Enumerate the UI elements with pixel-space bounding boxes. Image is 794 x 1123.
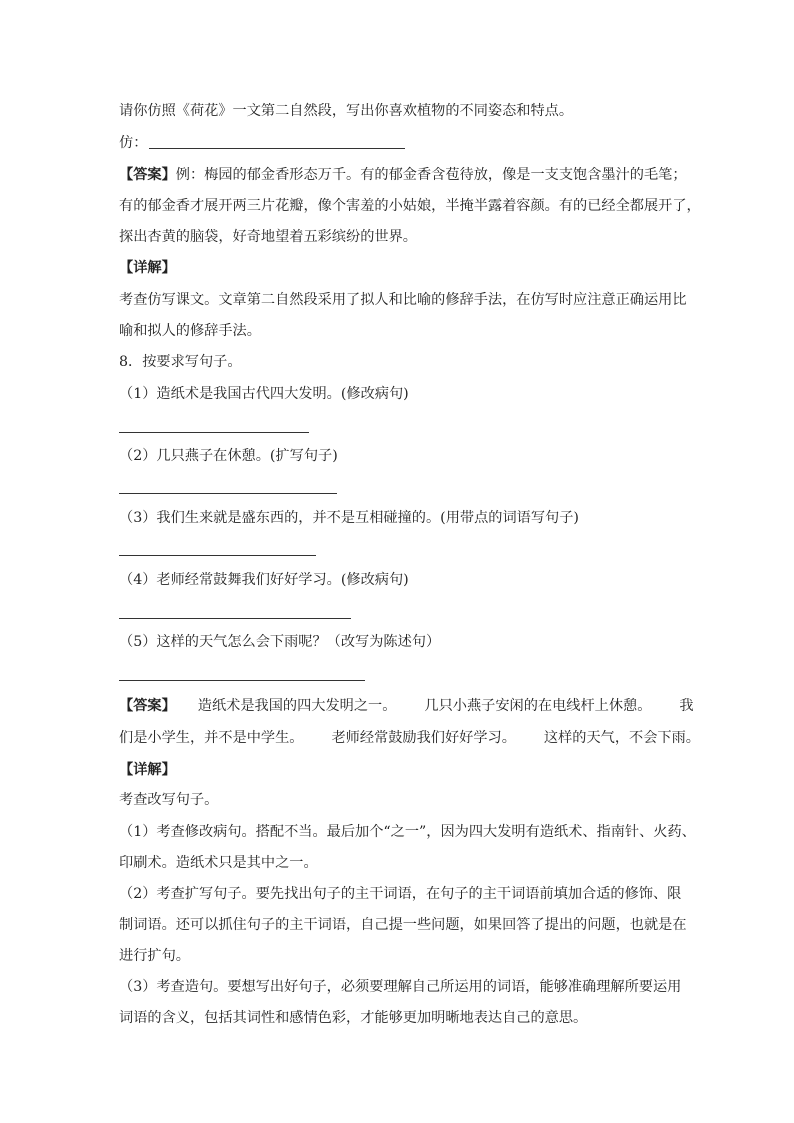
q8-item-3: （3）我们生来就是盛东西的，并不是互相碰撞的。(用带点的词语写句子) xyxy=(119,510,579,526)
q8-detail-line-5: 进行扩句。 xyxy=(119,948,190,964)
q8-item-5: （5）这样的天气怎么会下雨呢？（改写为陈述句） xyxy=(119,634,441,650)
q8-answer-2: 几只小燕子安闲的在电线杆上休憩。 xyxy=(424,698,652,714)
q8-answer-line-2 xyxy=(119,728,700,748)
q8-answer-5: 这样的天气，不会下雨。 xyxy=(543,730,700,746)
q8-detail-line-7: 词语的含义，包括其词性和感情色彩，才能够更加明晰地表达自己的意思。 xyxy=(119,1010,588,1026)
q8-detail-intro: 考查改写句子。 xyxy=(119,792,219,808)
question-7-prompt: 请你仿照《荷花》一文第二自然段，写出你喜欢植物的不同姿态和特点。 xyxy=(119,103,574,119)
q8-item-5-blank[interactable] xyxy=(119,680,365,681)
q8-answer-3-start: 我 xyxy=(679,698,694,714)
imitate-label: 仿： xyxy=(119,135,148,151)
q7-answer-line-2: 有的郁金香才展开两三片花瓣，像个害羞的小姑娘，半掩半露着容颜。有的已经全都展开了， xyxy=(119,198,701,214)
q8-detail-line-6: （3）考查造句。要想写出好句子，必须要理解自己所运用的词语，能够准确理解所要运用 xyxy=(119,979,682,995)
q8-item-4: （4）老师经常鼓舞我们好好学习。(修改病句) xyxy=(119,572,409,588)
q8-item-1: （1）造纸术是我国古代四大发明。(修改病句) xyxy=(119,386,409,402)
q7-detail-line-2: 喻和拟人的修辞手法。 xyxy=(119,323,261,339)
q8-detail-line-2: 印刷术。造纸术只是其中之一。 xyxy=(119,855,318,871)
q8-item-2: （2）几只燕子在休憩。(扩写句子) xyxy=(119,448,338,464)
imitate-line xyxy=(119,133,405,153)
imitate-answer-blank[interactable] xyxy=(149,138,405,149)
q7-answer-line-3: 探出杏黄的脑袋，好奇地望着五彩缤纷的世界。 xyxy=(119,229,417,245)
q7-answer-line-1 xyxy=(119,165,687,185)
q7-detail-line-1: 考查仿写课文。文章第二自然段采用了拟人和比喻的修辞手法，在仿写时应注意正确运用比 xyxy=(119,292,687,308)
q7-detail-tag: 【详解】 xyxy=(119,260,176,276)
answer-tag: 【答案】 xyxy=(119,167,176,183)
q8-item-3-blank[interactable] xyxy=(119,555,316,556)
q8-answer-4: 老师经常鼓励我们好好学习。 xyxy=(331,730,516,746)
q8-item-4-blank[interactable] xyxy=(119,618,351,619)
answer-tag: 【答案】 xyxy=(119,698,176,714)
q8-detail-line-1: （1）考查修改病句。搭配不当。最后加个“之一”，因为四大发明有造纸术、指南针、火药、 xyxy=(119,824,696,840)
q8-detail-line-3: （2）考查扩写句子。要先找出句子的主干词语，在句子的主干词语前填加合适的修饰、限 xyxy=(119,886,682,902)
q8-item-2-blank[interactable] xyxy=(119,493,337,494)
q7-answer-text-1: 例：梅园的郁金香形态万千。有的郁金香含苞待放，像是一支支饱含墨汁的毛笔； xyxy=(175,167,687,183)
q8-detail-tag: 【详解】 xyxy=(119,762,176,778)
question-8-title: 8．按要求写句子。 xyxy=(119,354,242,370)
q8-answer-line-1 xyxy=(119,696,694,716)
q8-answer-3-end: 们是小学生，并不是中学生。 xyxy=(119,730,304,746)
q8-item-1-blank[interactable] xyxy=(119,432,309,433)
q8-answer-1: 造纸术是我国的四大发明之一。 xyxy=(197,698,397,714)
q8-detail-line-4: 制词语。还可以抓住句子的主干词语，自己提一些问题，如果回答了提出的问题，也就是在 xyxy=(119,917,687,933)
